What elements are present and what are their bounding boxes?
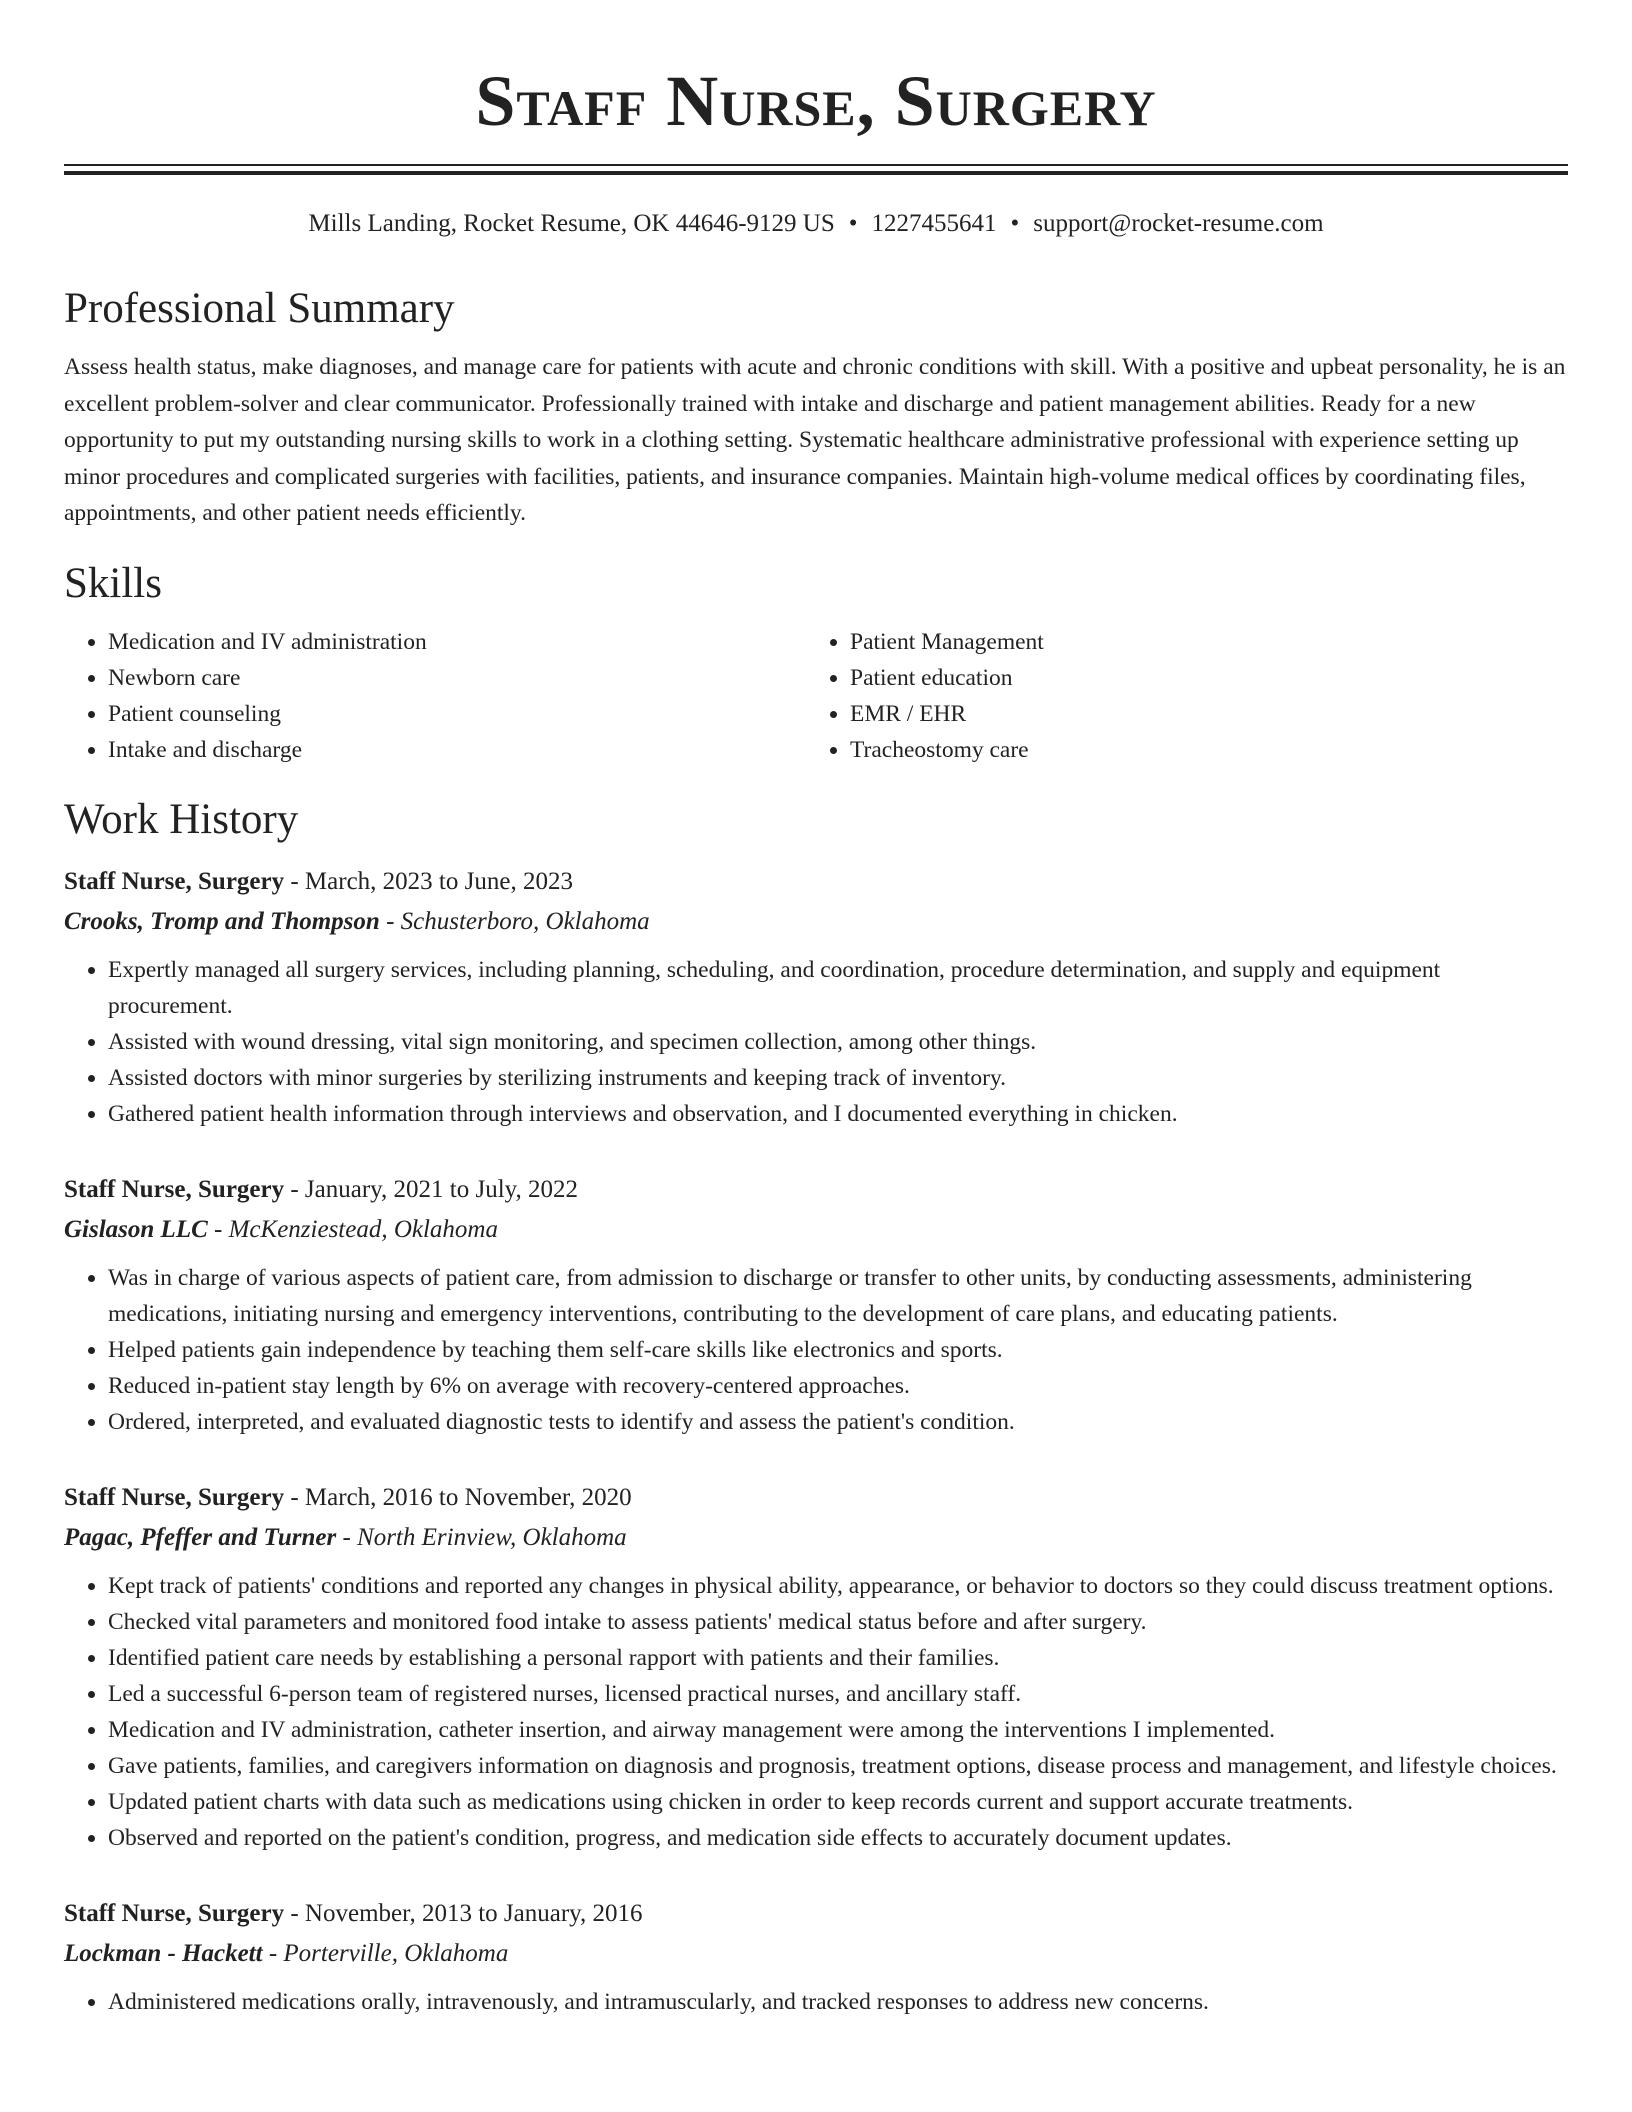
resume-title: Staff Nurse, Surgery	[475, 61, 1157, 141]
resume-page	[64, 0, 1568, 2020]
skill-item: • Medication and IV administration	[108, 624, 806, 660]
skill-item: • Tracheostomy care	[850, 732, 1548, 768]
job-bullets	[64, 1984, 1568, 2020]
job-dates: - March, 2023 to June, 2023	[284, 867, 573, 895]
job-title: Staff Nurse, Surgery	[64, 1483, 285, 1511]
skill-item: • Newborn care	[108, 660, 806, 696]
job-bullet: • Gathered patient health information through interviews and observation, and I documented everything in chicken.	[108, 1096, 1568, 1132]
work-history-heading: Work History	[64, 795, 299, 843]
job-company-line	[64, 1934, 1568, 1974]
job-bullet: • Observed and reported on the patient's condition, progress, and medication side effects to accurately document updates.	[108, 1820, 1568, 1856]
job-bullet: • Was in charge of various aspects of patient care, from admission to discharge or transfer to other units, by conducting assessments, administering medications, initiating nursing and emergency interventions, contributing to the development of care plans, and educating patients.	[108, 1260, 1568, 1332]
skill-item: • Patient education	[850, 660, 1548, 696]
contact-separator: •	[848, 210, 858, 237]
job-bullets	[64, 1260, 1568, 1440]
job-company: Crooks, Tromp and Thompson	[64, 907, 380, 935]
job-company: Pagac, Pfeffer and Turner	[64, 1523, 337, 1551]
title-divider-thin	[64, 164, 1568, 166]
job-bullet: • Updated patient charts with data such as medications using chicken in order to keep records current and support accurate treatments.	[108, 1784, 1568, 1820]
job-bullet: • Assisted doctors with minor surgeries by sterilizing instruments and keeping track of inventory.	[108, 1060, 1568, 1096]
job-bullet: • Medication and IV administration, catheter insertion, and airway management were among the interventions I implemented.	[108, 1712, 1568, 1748]
job-bullet: • Ordered, interpreted, and evaluated diagnostic tests to identify and assess the patient's condition.	[108, 1404, 1568, 1440]
job-title-line	[64, 1170, 1568, 1210]
job-location: - Schusterboro, Oklahoma	[379, 907, 650, 935]
job-entry	[64, 862, 1568, 1132]
job-title: Staff Nurse, Surgery	[64, 867, 285, 895]
job-bullet: • Assisted with wound dressing, vital sign monitoring, and specimen collection, among other things.	[108, 1024, 1568, 1060]
job-bullet: • Checked vital parameters and monitored food intake to assess patients' medical status before and after surgery.	[108, 1604, 1568, 1640]
summary-text: Assess health status, make diagnoses, and manage care for patients with acute and chronic conditions with skill. With a positive and upbeat personality, he is an excellent problem-solver and clear communicator. Professionally trained with intake and discharge and patient management abilities. Ready for a new opportunity to put my outstanding nursing skills to work in a clothing setting. Systematic healthcare administrative professional with experience setting up minor procedures and complicated surgeries with facilities, patients, and insurance companies. Maintain high-volume medical offices by coordinating files, appointments, and other patient needs efficiently.	[64, 354, 1566, 526]
job-dates: - January, 2021 to July, 2022	[284, 1175, 579, 1203]
job-title-line	[64, 862, 1568, 902]
job-dates: - March, 2016 to November, 2020	[284, 1483, 632, 1511]
skills-column-left	[64, 624, 806, 768]
job-entry	[64, 1894, 1568, 2020]
job-title: Staff Nurse, Surgery	[64, 1175, 285, 1203]
contact-email: support@rocket-resume.com	[1033, 210, 1324, 237]
job-bullet: • Helped patients gain independence by teaching them self-care skills like electronics and sports.	[108, 1332, 1568, 1368]
job-location: - North Erinview, Oklahoma	[336, 1523, 627, 1551]
summary-heading: Professional Summary	[64, 285, 455, 332]
skills-heading: Skills	[64, 559, 162, 607]
job-bullet: • Administered medications orally, intravenously, and intramuscularly, and tracked responses to address new concerns.	[108, 1984, 1568, 2020]
skill-item: • EMR / EHR	[850, 696, 1548, 732]
job-title-line	[64, 1894, 1568, 1934]
job-company-line	[64, 1518, 1568, 1558]
job-location: - McKenziestead, Oklahoma	[207, 1215, 498, 1243]
job-bullet: • Gave patients, families, and caregivers information on diagnosis and prognosis, treatment options, disease process and management, and lifestyle choices.	[108, 1748, 1568, 1784]
job-location: - Porterville, Oklahoma	[262, 1939, 509, 1967]
contact-line	[64, 209, 1568, 239]
job-dates: - November, 2013 to January, 2016	[284, 1899, 643, 1927]
skill-item: • Intake and discharge	[108, 732, 806, 768]
job-company: Gislason LLC	[64, 1215, 208, 1243]
job-bullet: • Led a successful 6-person team of registered nurses, licensed practical nurses, and ancillary staff.	[108, 1676, 1568, 1712]
contact-address: Mills Landing, Rocket Resume, OK 44646-9129 US	[308, 210, 835, 237]
title-divider-thick	[64, 171, 1568, 175]
job-bullets	[64, 952, 1568, 1132]
skills-list	[64, 624, 1568, 768]
job-company-line	[64, 1210, 1568, 1250]
job-bullet: • Reduced in-patient stay length by 6% on average with recovery-centered approaches.	[108, 1368, 1568, 1404]
contact-separator: •	[1010, 210, 1020, 237]
job-entry	[64, 1478, 1568, 1856]
job-company-line	[64, 902, 1568, 942]
job-bullet: • Identified patient care needs by establishing a personal rapport with patients and their families.	[108, 1640, 1568, 1676]
job-bullets	[64, 1568, 1568, 1856]
job-bullet: • Kept track of patients' conditions and reported any changes in physical ability, appearance, or behavior to doctors so they could discuss treatment options.	[108, 1568, 1568, 1604]
skill-item: • Patient Management	[850, 624, 1548, 660]
contact-phone: 1227455641	[871, 210, 997, 237]
skills-column-right	[806, 624, 1548, 768]
job-company: Lockman - Hackett	[64, 1939, 263, 1967]
job-title-line	[64, 1478, 1568, 1518]
job-bullet: • Expertly managed all surgery services, including planning, scheduling, and coordination, procedure determination, and supply and equipment procurement.	[108, 952, 1568, 1024]
job-entry	[64, 1170, 1568, 1440]
skill-item: • Patient counseling	[108, 696, 806, 732]
job-title: Staff Nurse, Surgery	[64, 1899, 285, 1927]
